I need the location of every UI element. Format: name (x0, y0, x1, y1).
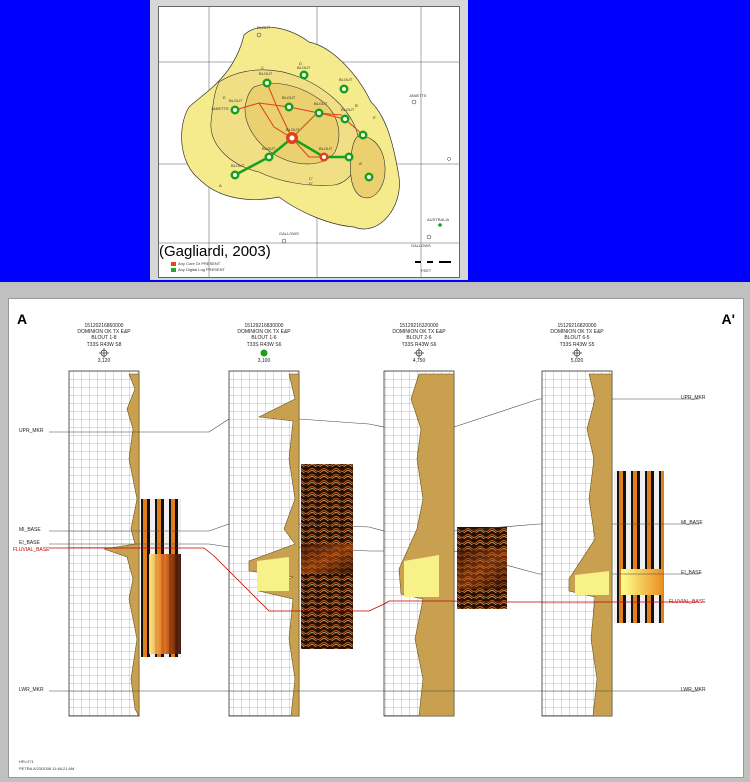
svg-text:BLOUT: BLOUT (231, 163, 245, 168)
legend-swatch-red (171, 262, 176, 266)
horizon-label-lwr-left: LWR_MKR (19, 687, 44, 693)
svg-text:BLOUT: BLOUT (259, 71, 273, 76)
svg-text:D': D' (309, 181, 313, 186)
horizon-label-fluvial-left: FLUVIAL_BASE (13, 547, 50, 553)
svg-text:BLOUT: BLOUT (339, 77, 353, 82)
svg-text:BLOUT: BLOUT (319, 146, 333, 151)
horizon-label-mi-left: MI_BASE (19, 527, 41, 533)
footer-scale: HR=271 (19, 759, 34, 764)
svg-text:A: A (219, 183, 222, 188)
svg-text:C: C (261, 65, 264, 70)
well-elevation-2: 3,100 (257, 358, 271, 364)
svg-text:BLOUT: BLOUT (229, 98, 243, 103)
svg-text:E: E (223, 95, 226, 100)
well-header-4: 15129216820000 DOMINION OK TX E&P BLOUT 6-5 T33S R43W S5 (550, 323, 604, 348)
horizon-label-lwr-right: LWR_MKR (681, 687, 706, 693)
svg-text:GALLOWS: GALLOWS (411, 243, 431, 248)
well-elevation-1: 3,120 (97, 358, 111, 364)
cross-section-figure (8, 298, 744, 778)
svg-text:BLOUT: BLOUT (262, 146, 276, 151)
svg-text:BLOUT: BLOUT (341, 107, 355, 112)
map-figure (150, 0, 468, 280)
svg-text:B': B' (355, 103, 359, 108)
citation: (Gagliardi, 2003) (159, 243, 271, 260)
horizon-label-upr-left: UPR_MKR (19, 428, 44, 434)
horizon-label-fluvial-right: FLUVIAL_BASE (669, 599, 706, 605)
horizon-label-ei-right: EI_BASE (681, 570, 702, 576)
svg-text:A': A' (359, 161, 363, 166)
legend-item-log: Any Digital Log PRESENT (171, 267, 225, 273)
well-header-1: 15120216860000 DOMINION OK TX E&P BLOUT 1-8 T33S R43W S8 (77, 323, 131, 348)
svg-text:BLOUT: BLOUT (286, 127, 300, 132)
svg-text:C': C' (309, 176, 313, 181)
cross-section-canvas (9, 299, 743, 777)
section-start-label: A (17, 311, 28, 327)
horizon-label-ei-left: EI_BASE (19, 540, 40, 546)
svg-text:BLOUT: BLOUT (257, 25, 271, 30)
well-header-2: 15129216830000 DOMINION OK TX E&P BLOUT 1-6 T33S R43W S6 (237, 323, 291, 348)
legend-item-core: Any Core Or PRESENT (171, 261, 225, 267)
map-legend (171, 261, 225, 273)
horizon-label-mi-right: MI_BASE (681, 520, 703, 526)
well-track-4 (542, 371, 664, 716)
base-map (158, 6, 460, 278)
svg-text:BLOUT: BLOUT (297, 65, 311, 70)
map-canvas (159, 7, 459, 277)
well-symbols (99, 348, 582, 358)
svg-text:BLOUT: BLOUT (314, 101, 328, 106)
scale-label: FEET (421, 268, 432, 273)
section-end-label: A' (721, 311, 735, 327)
footer-timestamp: PETRA 8/23/2006 11:46:21 AM (19, 766, 75, 771)
svg-text:GALLOWS: GALLOWS (279, 231, 299, 236)
well-elevation-3: 4,750 (412, 358, 426, 364)
legend-swatch-green (171, 268, 176, 272)
well-track-1 (69, 371, 181, 716)
well-elevation-4: 5,020 (570, 358, 584, 364)
svg-text:D: D (299, 61, 302, 66)
scale-bar (415, 261, 451, 263)
horizon-label-upr-right: UPR_MKR (681, 395, 706, 401)
well-header-3: 15129216320000 DOMINION OK TX E&P BLOUT 2-6 T33S R43W S6 (392, 323, 446, 348)
svg-text:JANETTE: JANETTE (211, 106, 229, 111)
well-track-3 (384, 371, 507, 716)
svg-text:E': E' (373, 115, 377, 120)
well-track-2 (229, 371, 353, 716)
svg-text:JANETTE: JANETTE (409, 93, 427, 98)
svg-text:AUSTRALIA: AUSTRALIA (427, 217, 450, 222)
svg-text:BLOUT: BLOUT (282, 95, 296, 100)
